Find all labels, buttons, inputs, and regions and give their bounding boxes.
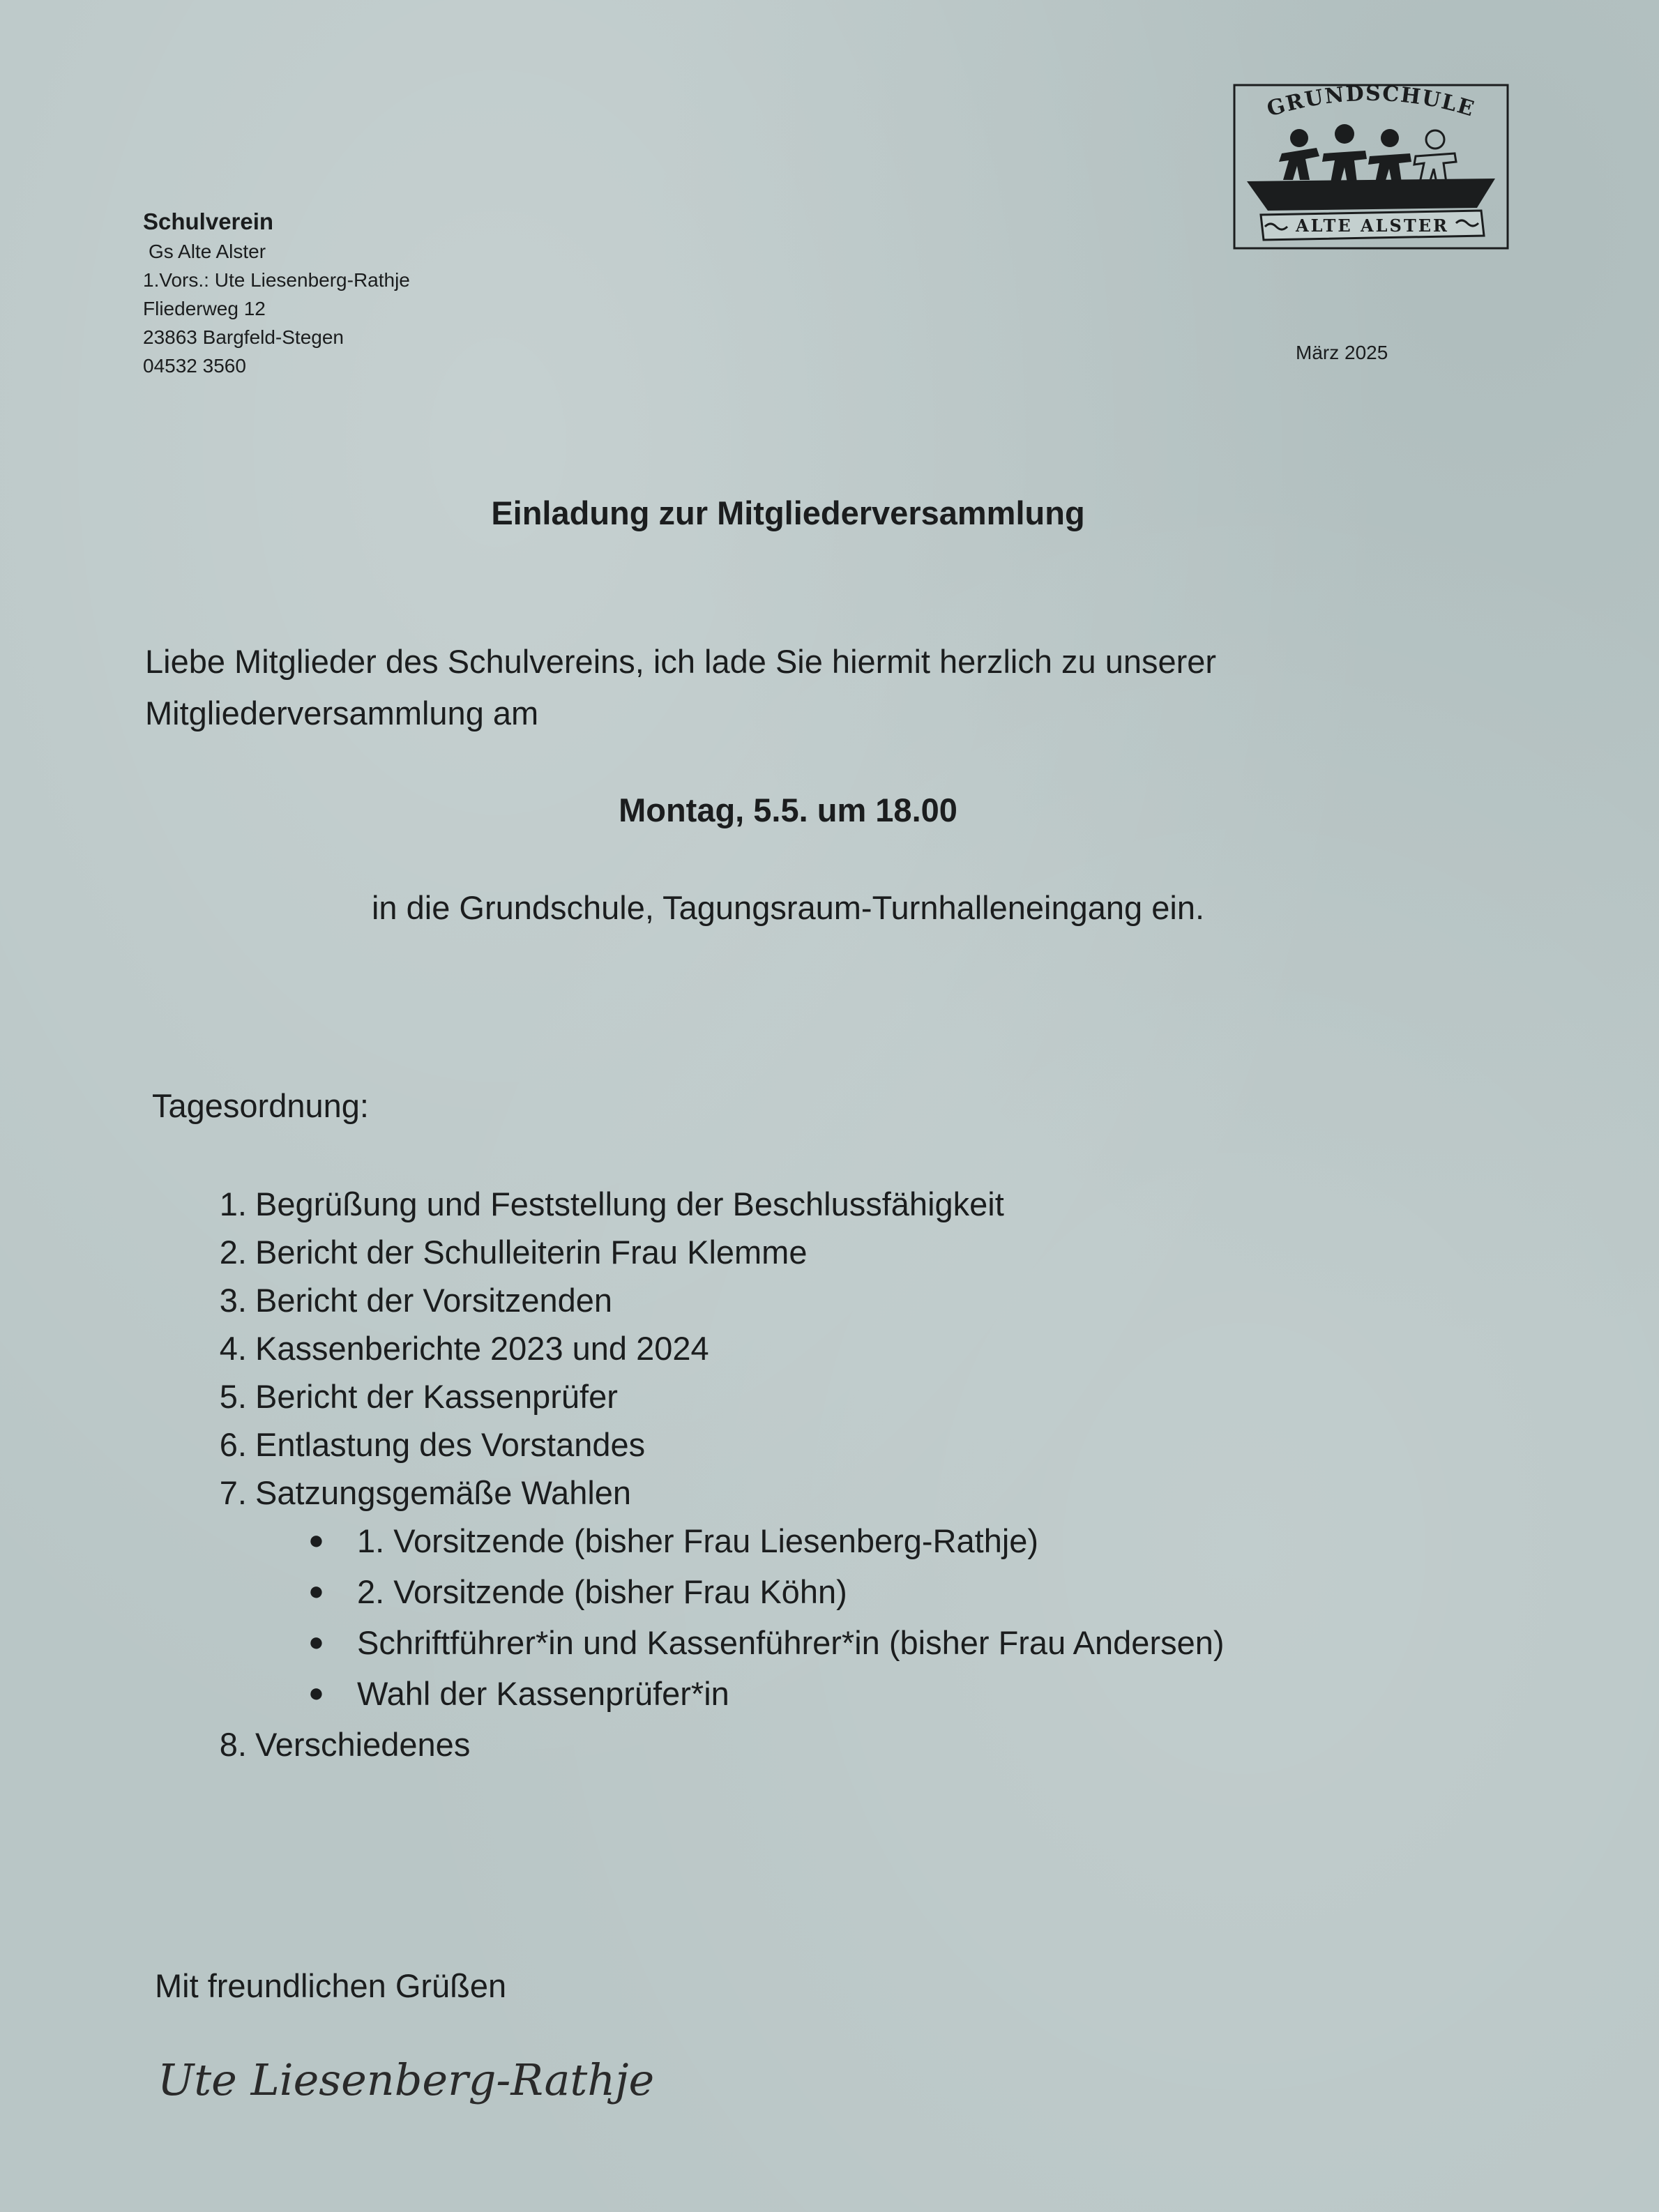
logo-top-text: GRUNDSCHULE <box>1264 84 1478 122</box>
bullet-icon: ● <box>308 1628 324 1657</box>
sender-street: Fliederweg 12 <box>143 298 266 319</box>
agenda-item-text: Verschiedenes <box>255 1726 471 1763</box>
election-item-text: 1. Vorsitzende (bisher Frau Liesenberg-Rathje) <box>357 1522 1039 1559</box>
agenda-item-number: 4. <box>219 1330 247 1367</box>
meeting-datetime: Montag, 5.5. um 18.00 <box>619 791 957 828</box>
agenda-item-number: 2. <box>219 1234 247 1271</box>
bullet-icon: ● <box>308 1526 324 1555</box>
agenda-item-number: 1. <box>219 1185 247 1222</box>
election-item-text: 2. Vorsitzende (bisher Frau Köhn) <box>357 1573 847 1610</box>
agenda-item-text: Bericht der Kassenprüfer <box>255 1378 618 1415</box>
page-title: Einladung zur Mitgliederversammlung <box>491 494 1085 531</box>
agenda-item-text: Bericht der Vorsitzenden <box>255 1282 613 1319</box>
svg-text:GRUNDSCHULE <box>1264 84 1478 122</box>
agenda-item-number: 5. <box>219 1378 247 1415</box>
signature-text: Ute Liesenberg-Rathje <box>158 2054 655 2105</box>
agenda-heading: Tagesordnung: <box>152 1087 369 1124</box>
bullet-icon: ● <box>308 1679 324 1708</box>
agenda-item-number: 6. <box>219 1426 247 1463</box>
agenda-item-number: 8. <box>219 1726 247 1763</box>
logo-bottom-text: ALTE ALSTER <box>1296 215 1449 236</box>
sender-organization: Schulverein <box>143 209 274 234</box>
boat-icon <box>1247 179 1495 211</box>
agenda-item-text: Begrüßung und Feststellung der Beschlussfähigkeit <box>255 1185 1004 1222</box>
agenda-item-text: Bericht der Schulleiterin Frau Klemme <box>255 1234 808 1271</box>
school-logo <box>1233 84 1509 250</box>
children-figures-icon <box>1279 124 1411 183</box>
child-outline-icon <box>1414 130 1456 183</box>
sender-chair: 1.Vors.: Ute Liesenberg-Rathje <box>143 269 410 291</box>
intro-paragraph: Liebe Mitglieder des Schulvereins, ich lade Sie hiermit herzlich zu unserer Mitgliederversammlung am <box>145 643 1217 732</box>
bullet-icon: ● <box>308 1577 324 1606</box>
agenda-item-text: Kassenberichte 2023 und 2024 <box>255 1330 709 1367</box>
sender-address <box>143 206 410 380</box>
signature <box>155 2040 713 2117</box>
sender-phone: 04532 3560 <box>143 355 246 377</box>
closing-phrase: Mit freundlichen Grüßen <box>155 1967 507 2004</box>
sender-school: Gs Alte Alster <box>149 241 266 262</box>
agenda-item-number: 3. <box>219 1282 247 1319</box>
agenda-item-text: Entlastung des Vorstandes <box>255 1426 646 1463</box>
election-item-text: Wahl der Kassenprüfer*in <box>357 1675 729 1712</box>
letter-date: März 2025 <box>1296 342 1388 363</box>
sender-city: 23863 Bargfeld-Stegen <box>143 326 344 348</box>
meeting-location: in die Grundschule, Tagungsraum-Turnhalleneingang ein. <box>371 889 1205 926</box>
agenda-item-text: Satzungsgemäße Wahlen <box>255 1474 632 1511</box>
election-item-text: Schriftführer*in und Kassenführer*in (bisher Frau Andersen) <box>357 1624 1225 1661</box>
agenda-item-number: 7. <box>219 1474 247 1511</box>
